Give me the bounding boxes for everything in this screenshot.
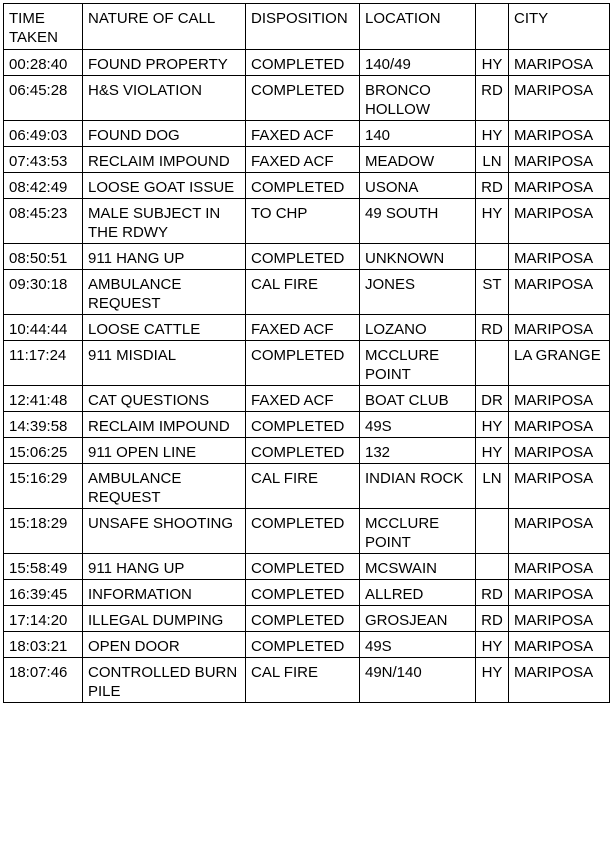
location-cell: UNKNOWN	[360, 244, 476, 270]
header-location: LOCATION	[360, 4, 476, 50]
disposition-cell: TO CHP	[246, 199, 360, 244]
nature-cell: RECLAIM IMPOUND	[83, 147, 246, 173]
nature-cell: AMBULANCE REQUEST	[83, 464, 246, 509]
road-suffix-cell: HY	[476, 658, 509, 703]
table-row	[4, 121, 610, 147]
city-cell: MARIPOSA	[509, 632, 610, 658]
time-cell: 07:43:53	[4, 147, 83, 173]
city-cell: MARIPOSA	[509, 438, 610, 464]
nature-cell: 911 HANG UP	[83, 244, 246, 270]
time-cell: 00:28:40	[4, 50, 83, 76]
time-cell: 15:58:49	[4, 554, 83, 580]
road-suffix-cell: HY	[476, 412, 509, 438]
road-suffix-cell: HY	[476, 438, 509, 464]
disposition-cell: COMPLETED	[246, 554, 360, 580]
time-cell: 12:41:48	[4, 386, 83, 412]
table-row	[4, 509, 610, 554]
nature-cell: INFORMATION	[83, 580, 246, 606]
location-cell: 140/49	[360, 50, 476, 76]
nature-cell: FOUND DOG	[83, 121, 246, 147]
location-cell: GROSJEAN	[360, 606, 476, 632]
table-row	[4, 606, 610, 632]
location-cell: 140	[360, 121, 476, 147]
time-cell: 15:06:25	[4, 438, 83, 464]
time-cell: 18:03:21	[4, 632, 83, 658]
location-cell: BRONCO HOLLOW	[360, 76, 476, 121]
road-suffix-cell: DR	[476, 386, 509, 412]
nature-cell: UNSAFE SHOOTING	[83, 509, 246, 554]
time-cell: 15:18:29	[4, 509, 83, 554]
nature-cell: 911 HANG UP	[83, 554, 246, 580]
header-row	[4, 4, 610, 50]
nature-cell: LOOSE CATTLE	[83, 315, 246, 341]
time-cell: 06:49:03	[4, 121, 83, 147]
header-suffix	[476, 4, 509, 50]
location-cell: ALLRED	[360, 580, 476, 606]
disposition-cell: COMPLETED	[246, 580, 360, 606]
location-cell: 49N/140	[360, 658, 476, 703]
city-cell: MARIPOSA	[509, 412, 610, 438]
disposition-cell: COMPLETED	[246, 606, 360, 632]
location-cell: INDIAN ROCK	[360, 464, 476, 509]
disposition-cell: FAXED ACF	[246, 315, 360, 341]
location-cell: MCCLURE POINT	[360, 509, 476, 554]
header-disposition: DISPOSITION	[246, 4, 360, 50]
disposition-cell: COMPLETED	[246, 438, 360, 464]
nature-cell: FOUND PROPERTY	[83, 50, 246, 76]
location-cell: 49S	[360, 632, 476, 658]
time-cell: 14:39:58	[4, 412, 83, 438]
table-row	[4, 341, 610, 386]
disposition-cell: CAL FIRE	[246, 270, 360, 315]
disposition-cell: COMPLETED	[246, 412, 360, 438]
time-cell: 08:45:23	[4, 199, 83, 244]
city-cell: MARIPOSA	[509, 464, 610, 509]
disposition-cell: COMPLETED	[246, 341, 360, 386]
city-cell: MARIPOSA	[509, 244, 610, 270]
location-cell: 132	[360, 438, 476, 464]
header-city: CITY	[509, 4, 610, 50]
table-row	[4, 412, 610, 438]
location-cell: LOZANO	[360, 315, 476, 341]
city-cell: MARIPOSA	[509, 76, 610, 121]
city-cell: MARIPOSA	[509, 50, 610, 76]
road-suffix-cell: ST	[476, 270, 509, 315]
city-cell: MARIPOSA	[509, 606, 610, 632]
time-cell: 08:50:51	[4, 244, 83, 270]
city-cell: MARIPOSA	[509, 315, 610, 341]
location-cell: USONA	[360, 173, 476, 199]
call-log-body	[4, 50, 610, 703]
disposition-cell: FAXED ACF	[246, 121, 360, 147]
city-cell: MARIPOSA	[509, 658, 610, 703]
table-row	[4, 580, 610, 606]
nature-cell: 911 OPEN LINE	[83, 438, 246, 464]
nature-cell: OPEN DOOR	[83, 632, 246, 658]
table-row	[4, 270, 610, 315]
table-row	[4, 315, 610, 341]
table-row	[4, 244, 610, 270]
table-row	[4, 554, 610, 580]
location-cell: MCCLURE POINT	[360, 341, 476, 386]
location-cell: JONES	[360, 270, 476, 315]
city-cell: MARIPOSA	[509, 173, 610, 199]
disposition-cell: COMPLETED	[246, 50, 360, 76]
nature-cell: LOOSE GOAT ISSUE	[83, 173, 246, 199]
disposition-cell: COMPLETED	[246, 76, 360, 121]
disposition-cell: COMPLETED	[246, 632, 360, 658]
table-row	[4, 658, 610, 703]
time-cell: 08:42:49	[4, 173, 83, 199]
time-cell: 16:39:45	[4, 580, 83, 606]
table-row	[4, 76, 610, 121]
road-suffix-cell: HY	[476, 199, 509, 244]
table-row	[4, 173, 610, 199]
location-cell: MCSWAIN	[360, 554, 476, 580]
time-cell: 10:44:44	[4, 315, 83, 341]
disposition-cell: COMPLETED	[246, 173, 360, 199]
location-cell: MEADOW	[360, 147, 476, 173]
nature-cell: RECLAIM IMPOUND	[83, 412, 246, 438]
road-suffix-cell: RD	[476, 76, 509, 121]
nature-cell: 911 MISDIAL	[83, 341, 246, 386]
disposition-cell: CAL FIRE	[246, 658, 360, 703]
road-suffix-cell	[476, 554, 509, 580]
nature-cell: AMBULANCE REQUEST	[83, 270, 246, 315]
disposition-cell: COMPLETED	[246, 509, 360, 554]
time-cell: 06:45:28	[4, 76, 83, 121]
table-row	[4, 464, 610, 509]
city-cell: MARIPOSA	[509, 386, 610, 412]
time-cell: 18:07:46	[4, 658, 83, 703]
table-row	[4, 632, 610, 658]
location-cell: BOAT CLUB	[360, 386, 476, 412]
road-suffix-cell: HY	[476, 50, 509, 76]
table-row	[4, 199, 610, 244]
disposition-cell: FAXED ACF	[246, 147, 360, 173]
disposition-cell: COMPLETED	[246, 244, 360, 270]
time-cell: 17:14:20	[4, 606, 83, 632]
table-row	[4, 147, 610, 173]
disposition-cell: CAL FIRE	[246, 464, 360, 509]
city-cell: MARIPOSA	[509, 580, 610, 606]
time-cell: 15:16:29	[4, 464, 83, 509]
time-cell: 11:17:24	[4, 341, 83, 386]
road-suffix-cell: RD	[476, 580, 509, 606]
nature-cell: ILLEGAL DUMPING	[83, 606, 246, 632]
nature-cell: CONTROLLED BURN PILE	[83, 658, 246, 703]
table-row	[4, 50, 610, 76]
disposition-cell: FAXED ACF	[246, 386, 360, 412]
time-cell: 09:30:18	[4, 270, 83, 315]
nature-cell: MALE SUBJECT IN THE RDWY	[83, 199, 246, 244]
city-cell: MARIPOSA	[509, 147, 610, 173]
road-suffix-cell	[476, 341, 509, 386]
road-suffix-cell: LN	[476, 147, 509, 173]
nature-cell: CAT QUESTIONS	[83, 386, 246, 412]
table-row	[4, 438, 610, 464]
road-suffix-cell: RD	[476, 606, 509, 632]
road-suffix-cell: HY	[476, 121, 509, 147]
nature-cell: H&S VIOLATION	[83, 76, 246, 121]
table-row	[4, 386, 610, 412]
city-cell: MARIPOSA	[509, 554, 610, 580]
road-suffix-cell: RD	[476, 173, 509, 199]
road-suffix-cell: LN	[476, 464, 509, 509]
city-cell: LA GRANGE	[509, 341, 610, 386]
location-cell: 49S	[360, 412, 476, 438]
city-cell: MARIPOSA	[509, 121, 610, 147]
call-log-table	[3, 3, 610, 703]
location-cell: 49 SOUTH	[360, 199, 476, 244]
city-cell: MARIPOSA	[509, 509, 610, 554]
road-suffix-cell	[476, 244, 509, 270]
city-cell: MARIPOSA	[509, 199, 610, 244]
road-suffix-cell: RD	[476, 315, 509, 341]
road-suffix-cell: HY	[476, 632, 509, 658]
header-time-taken: TIME TAKEN	[4, 4, 83, 50]
road-suffix-cell	[476, 509, 509, 554]
header-nature-of-call: NATURE OF CALL	[83, 4, 246, 50]
city-cell: MARIPOSA	[509, 270, 610, 315]
